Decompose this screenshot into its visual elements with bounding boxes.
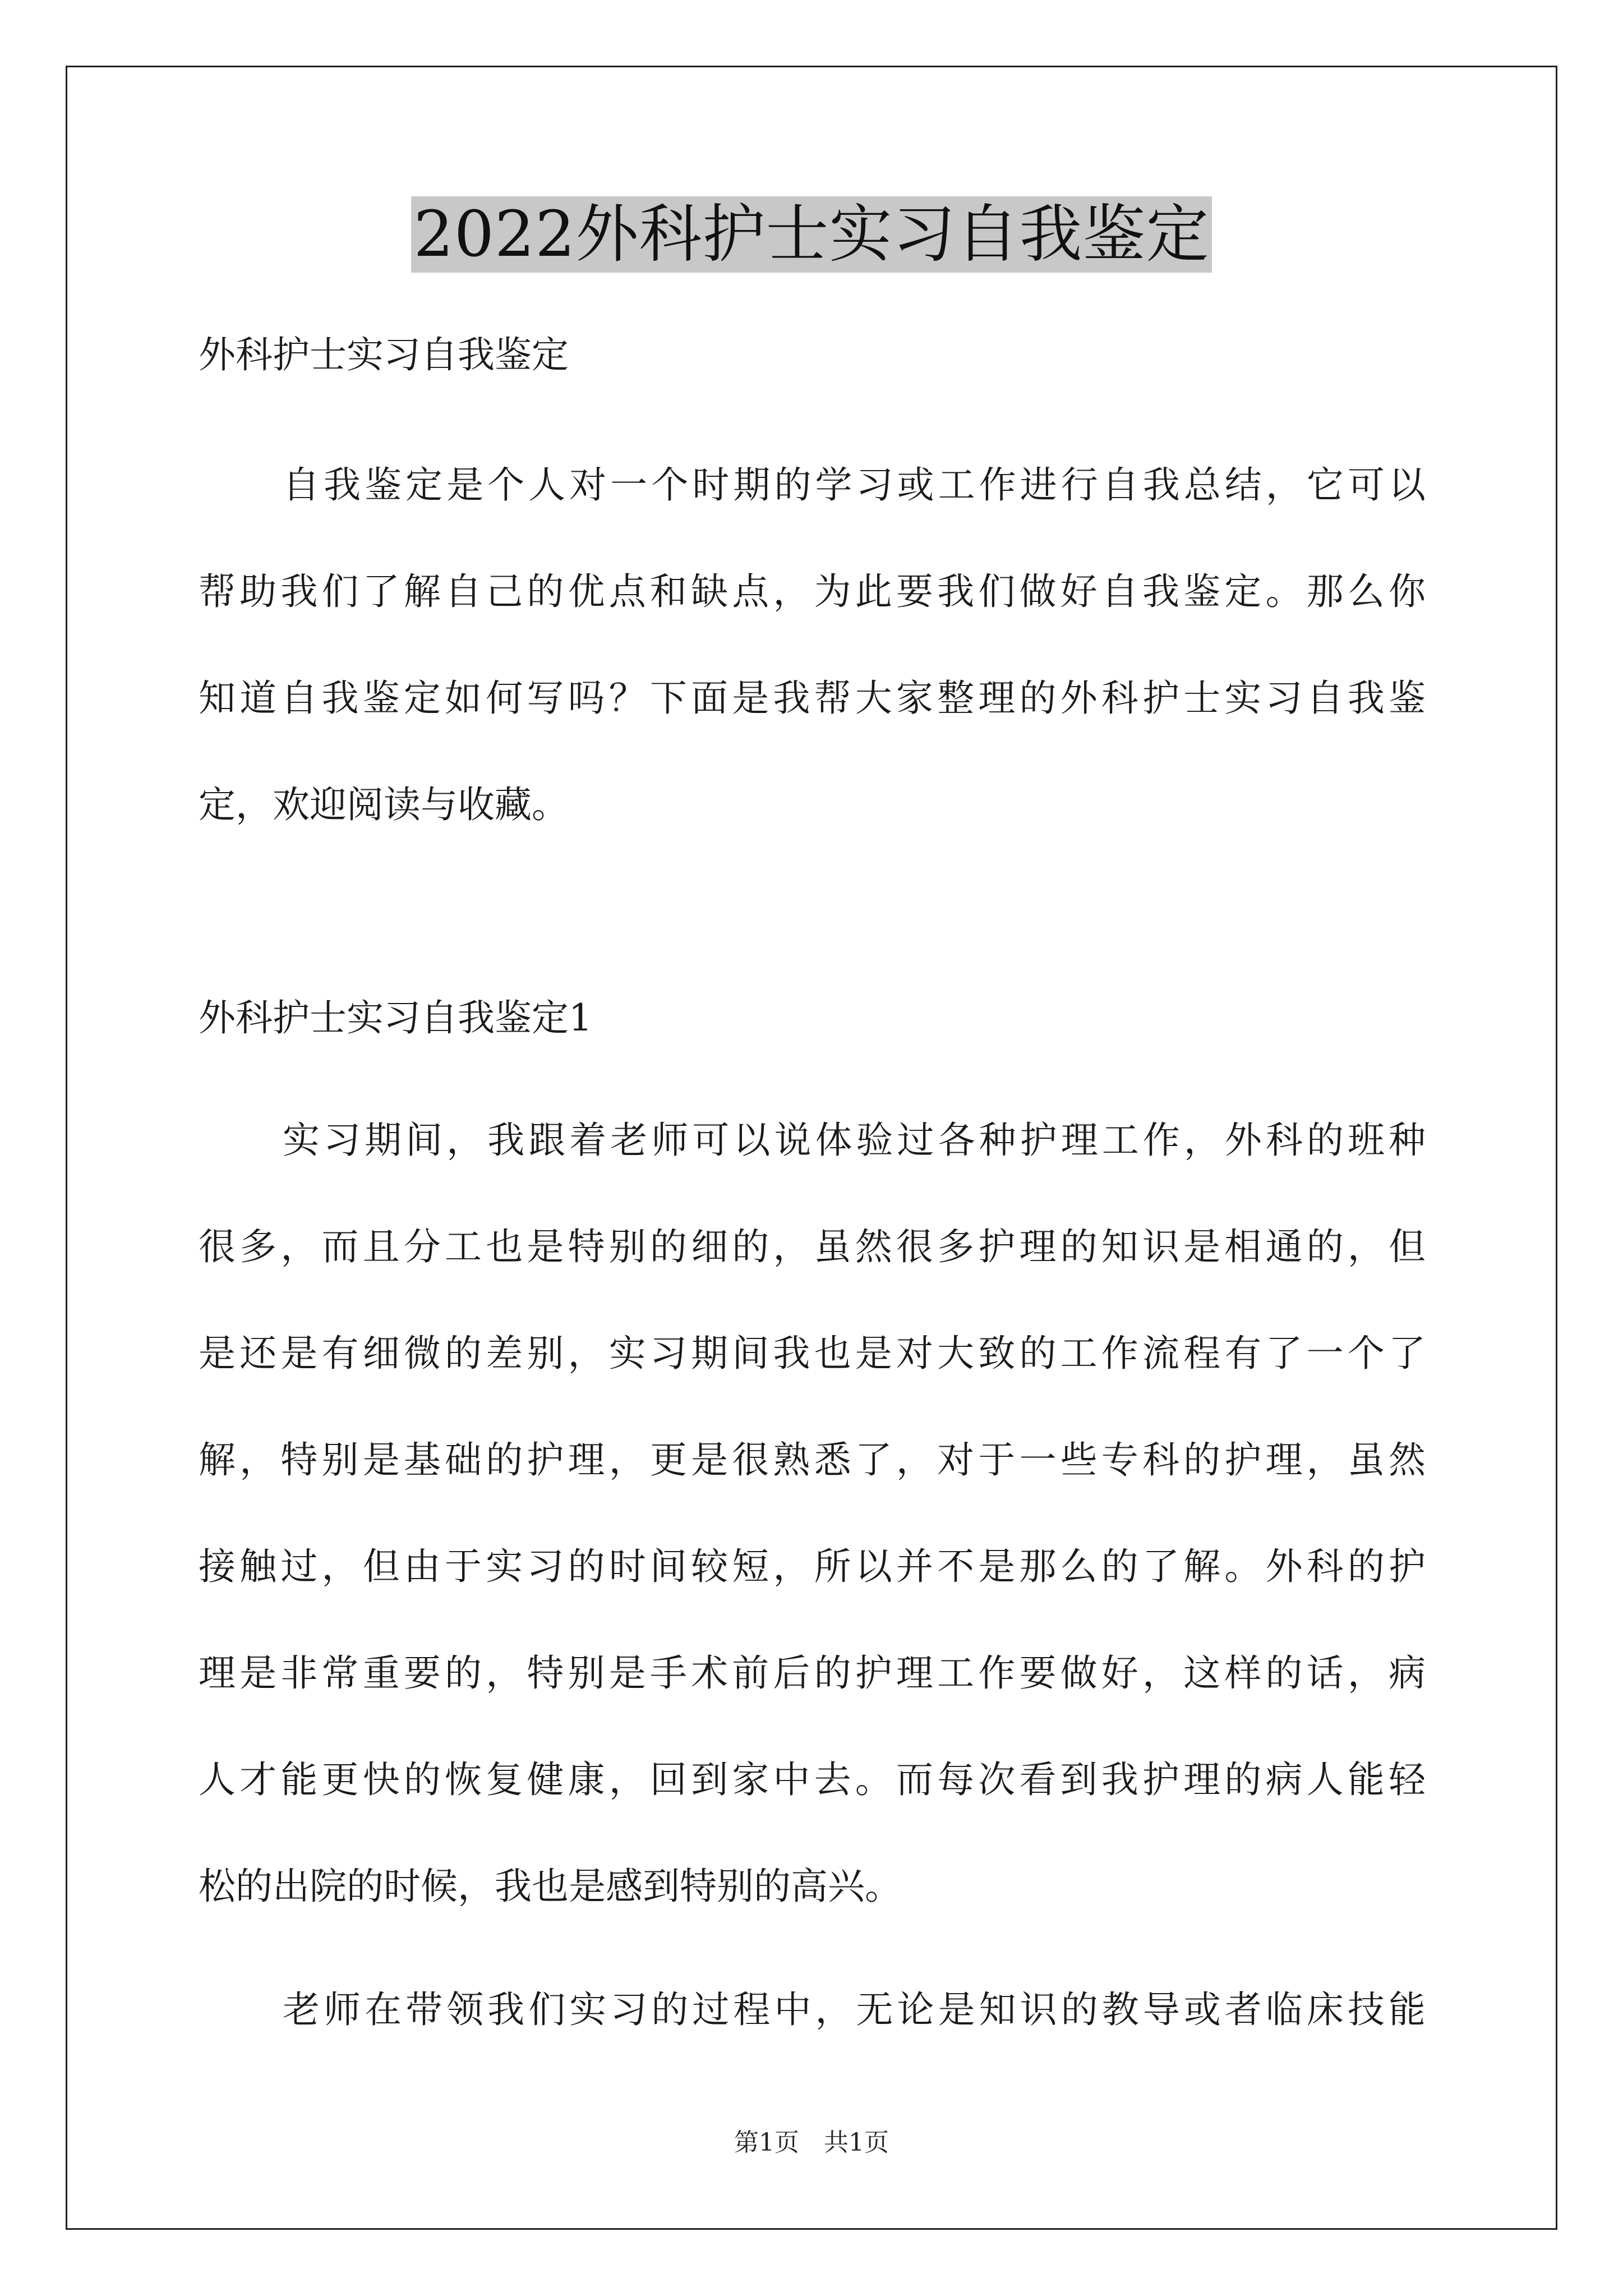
section-line: 老师在带领我们实习的过程中，无论是知识的教导或者临床技能 — [283, 1988, 1426, 2031]
subtitle: 外科护士实习自我鉴定 — [199, 333, 569, 376]
intro-line: 定，欢迎阅读与收藏。 — [199, 783, 569, 826]
section-line: 实习期间，我跟着老师可以说体验过各种护理工作，外科的班种 — [283, 1119, 1426, 1162]
section-line: 理是非常重要的，特别是手术前后的护理工作要做好，这样的话，病 — [199, 1651, 1426, 1695]
section-line: 人才能更快的恢复健康，回到家中去。而每次看到我护理的病人能轻 — [199, 1758, 1426, 1801]
title-wrap — [0, 196, 1623, 273]
page-footer: 第1页 共1页 — [734, 2128, 889, 2157]
intro-line: 帮助我们了解自己的优点和缺点，为此要我们做好自我鉴定。那么你 — [199, 570, 1426, 613]
section-line: 解，特别是基础的护理，更是很熟悉了，对于一些专科的护理，虽然 — [199, 1438, 1426, 1481]
intro-line: 自我鉴定是个人对一个时期的学习或工作进行自我总结，它可以 — [283, 463, 1426, 507]
section-line: 很多，而且分工也是特别的细的，虽然很多护理的知识是相通的，但 — [199, 1225, 1426, 1268]
section-line: 松的出院的时候，我也是感到特别的高兴。 — [199, 1865, 902, 1908]
section-line: 是还是有细微的差别，实习期间我也是对大致的工作流程有了一个了 — [199, 1332, 1426, 1375]
section-heading: 外科护士实习自我鉴定1 — [199, 996, 592, 1039]
section-line: 接触过，但由于实习的时间较短，所以并不是那么的了解。外科的护 — [199, 1545, 1426, 1588]
intro-line: 知道自我鉴定如何写吗？下面是我帮大家整理的外科护士实习自我鉴 — [199, 677, 1426, 720]
document-title: 2022外科护士实习自我鉴定 — [411, 196, 1211, 273]
